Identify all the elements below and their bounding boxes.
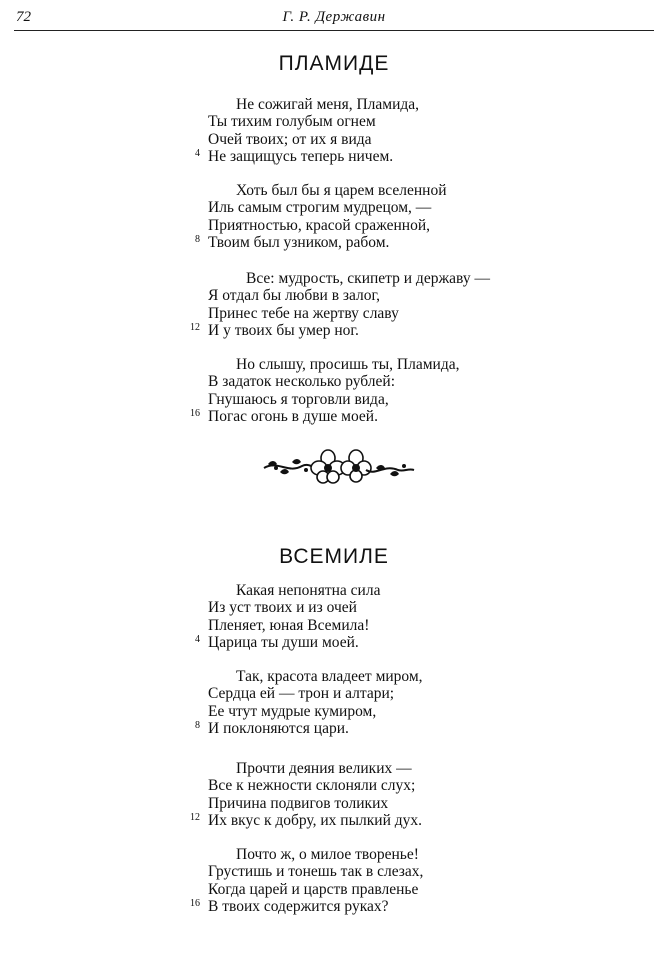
verse-line: Иль самым строгим мудрецом, — xyxy=(208,199,432,217)
verse-line: Все к нежности склоняли слух; xyxy=(208,777,416,795)
verse-line: В задаток несколько рублей: xyxy=(208,373,396,391)
verse-line: Но слышу, просишь ты, Пламида, xyxy=(236,356,460,373)
stanza xyxy=(190,356,628,426)
verse-line: Приятностью, красой сраженной, xyxy=(208,216,430,234)
line-number: 12 xyxy=(190,322,200,334)
verse-line: Какая непонятна сила xyxy=(236,582,381,599)
verse-line: Когда царей и царств правленье xyxy=(208,880,419,898)
stanza xyxy=(195,182,628,252)
line-number: 4 xyxy=(195,634,200,646)
verse-text: И у твоих бы умер ног. xyxy=(208,322,359,340)
verse-line: Очей твоих; от их я вида xyxy=(208,130,372,148)
verse-line xyxy=(195,634,628,652)
line-number: 16 xyxy=(190,408,200,420)
stanza xyxy=(190,270,628,340)
page-header xyxy=(14,6,654,31)
verse-text: Их вкус к добру, их пылкий дух. xyxy=(208,812,422,830)
verse-line: Сердца ей — трон и алтари; xyxy=(208,685,395,703)
verse-text: В твоих содержится руках? xyxy=(208,898,389,916)
verse-line: Грустишь и тонешь так в слезах, xyxy=(208,863,424,881)
verse-line: Ее чтут мудрые кумиром, xyxy=(208,702,377,720)
verse-line: Почто ж, о милое творенье! xyxy=(236,846,419,863)
line-number: 4 xyxy=(195,148,200,160)
page-number: 72 xyxy=(16,9,31,25)
verse-text: Царица ты души моей. xyxy=(208,634,359,652)
line-number: 16 xyxy=(190,898,200,910)
verse-line xyxy=(195,720,628,738)
verse-line: Так, красота владеет миром, xyxy=(236,668,423,685)
verse-line xyxy=(190,898,628,916)
verse-line xyxy=(190,812,628,830)
poem-title-vsemile: ВСЕМИЛЕ xyxy=(279,545,389,568)
verse-line: Не сожигай меня, Пламида, xyxy=(236,96,420,113)
verse-text: Не защищусь теперь ничем. xyxy=(208,148,394,166)
stanza xyxy=(195,96,628,166)
stanza xyxy=(190,846,628,916)
verse-line: Прочти деяния великих — xyxy=(236,760,412,777)
verse-text: И поклоняются цари. xyxy=(208,720,349,738)
line-number: 8 xyxy=(195,234,200,246)
stanza xyxy=(195,668,628,738)
stanza xyxy=(190,760,628,830)
verse-line xyxy=(195,234,628,252)
floral-vignette-icon xyxy=(258,446,418,486)
verse-line: Все: мудрость, скипетр и державу — xyxy=(246,270,490,287)
poem-title-plamide: ПЛАМИДЕ xyxy=(278,52,390,75)
stanza xyxy=(195,582,628,652)
verse-line: Причина подвигов толиких xyxy=(208,794,389,812)
verse-line: Я отдал бы любви в залог, xyxy=(208,287,381,305)
line-number: 8 xyxy=(195,720,200,732)
verse-text: Твоим был узником, рабом. xyxy=(208,234,390,252)
line-number: 12 xyxy=(190,812,200,824)
verse-line xyxy=(190,408,628,426)
verse-line: Ты тихим голубым огнем xyxy=(208,113,376,131)
verse-line xyxy=(190,322,628,340)
verse-text: Погас огонь в душе моей. xyxy=(208,408,378,426)
verse-line: Гнушаюсь я торговли вида, xyxy=(208,390,389,408)
verse-line xyxy=(195,148,628,166)
verse-line: Пленяет, юная Всемила! xyxy=(208,616,370,634)
verse-line: Из уст твоих и из очей xyxy=(208,599,357,617)
verse-line: Принес тебе на жертву славу xyxy=(208,304,399,322)
running-head: Г. Р. Державин xyxy=(282,9,386,25)
verse-line: Хоть был бы я царем вселенной xyxy=(236,182,447,199)
